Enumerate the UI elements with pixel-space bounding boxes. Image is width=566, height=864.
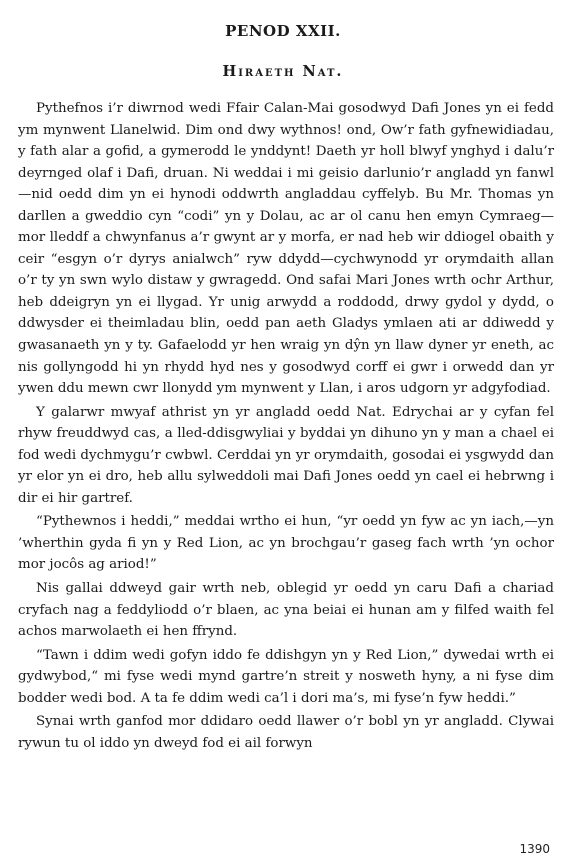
chapter-title: Hiraeth Nat. (222, 63, 344, 80)
paragraph-2: Y galarwr mwyaf athrist yn yr angladd oedd Nat. Edrychai ar y cyfan fel rhyw freuddwyd cas, a lled-ddisgwyliai y byddai yn dihuno yn y man a chael ei fod wedi dychmygu’r cwbwl. Cerddai yn yr orymdaith, gosodai ei ysgwydd dan yr elor yn ei dro, heb allu sylweddoli mai Dafi Jones oedd yn cael ei hebrwng i dir ei hir gartref. (18, 404, 554, 506)
paragraph-3: “Pythewnos i heddi,” meddai wrtho ei hun, “yr oedd yn fyw ac yn iach,—yn ’wherthin gyda fi yn y Red Lion, ac yn brochgau’r gaseg fach wrth ’yn ochor mor jocôs ag ariod!” (18, 514, 554, 573)
paragraph-4: Nis gallai ddweyd gair wrth neb, oblegid yr oedd yn caru Dafi a chariad cryfach nag a feddyliodd o’r blaen, ac yna beiai ei hunan am y filfed waith fel achos marwolaeth ei hen ffrynd. (18, 581, 554, 640)
chapter-body (18, 98, 554, 756)
paragraph-6: Synai wrth ganfod mor ddidaro oedd llawer o’r bobl yn yr angladd. Clywai rywun tu ol iddo yn dweyd fod ei ail forwyn (18, 714, 554, 751)
paragraph-5: “Tawn i ddim wedi gofyn iddo fe ddishgyn yn y Red Lion,” dywedai wrth ei gydwybod,“ mi fyse wedi mynd gartre’n streit y nosweth hyny, a ni fyse dim bodder wedi bod. A ta fe ddim wedi ca’l i dori ma’s, mi fyse’n fyw heddi.” (18, 647, 554, 706)
page-number: 1390 (519, 842, 550, 856)
paragraph-1: Pythefnos i’r diwrnod wedi Ffair Calan-Mai gosodwyd Dafi Jones yn ei fedd ym mynwent Llanelwid. Dim ond dwy wythnos! ond, Ow’r fath gyfnewidiadau, y fath alar a gofid, a gymerodd le ynddynt! Daeth yr holl blwyf ynghyd i dalu’r deyrnged olaf i Dafi, druan. Ni weddai i mi geisio darlunio’r angladd yn fanwl—nid oedd dim yn ei hynodi oddwrth angladdau cyffelyb. Bu Mr. Thomas yn darllen a gweddio cyn “codi” yn y Dolau, ac ar ol canu hen emyn Cymraeg—mor lleddf a chwynfanus a’r gwynt ar y morfa, er nad heb wir ddiogel obaith y ceir “esgyn o’r dyrys anialwch” ryw ddydd—cychwynodd yr orymdaith allan o’r ty yn swn wylo distaw y gwragedd. Ond safai Mari Jones wrth ochr Arthur, heb ddeigryn yn ei llygad. Yr unig arwydd a roddodd, drwy gydol y dydd, o ddwysder ei theimladau blin, oedd pan aeth Gladys ymlaen ati ar ddiwedd y gwasanaeth yn y ty. Gafaelodd yr hen wraig yn dŷn yn llaw dyner yr eneth, ac nis gollyngodd hi yn rhydd hyd nes y gosodwyd corff ei gwr i orwedd dan yr ywen ddu mewn cwr llonydd ym mynwent y Llan, i aros udgorn yr adgyfodiad. (18, 101, 554, 397)
chapter-heading: PENOD XXII. (225, 22, 341, 40)
